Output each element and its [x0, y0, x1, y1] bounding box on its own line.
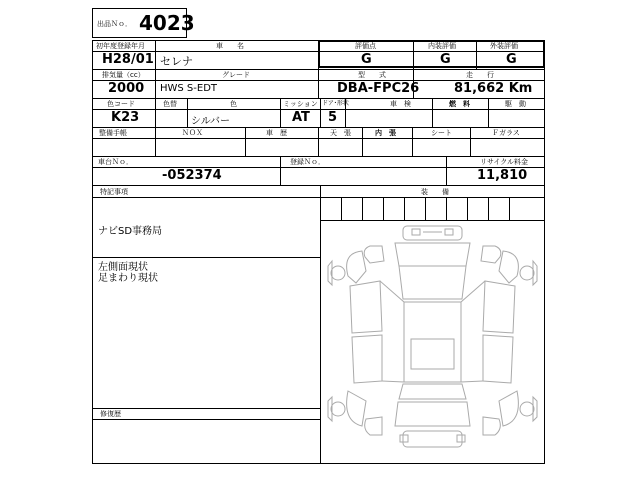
color-value: シルバー: [191, 116, 231, 127]
lot-number-box: [92, 8, 195, 38]
interior-score-label: 内装評価: [428, 42, 456, 50]
door-value: 5: [328, 110, 338, 125]
door-shape-label: ドア･形状: [322, 100, 349, 107]
chassis-number-value: -052374: [162, 168, 222, 183]
mission-value: AT: [292, 110, 310, 125]
exterior-score-value: G: [506, 52, 517, 67]
equipment-label: 装 備: [421, 188, 449, 196]
interior-score-value: G: [440, 52, 451, 67]
reg-date-value: H28/01: [102, 52, 154, 67]
color-label: 色: [230, 100, 237, 108]
nox-label: ＮＯＸ: [182, 129, 203, 137]
note-navi: ナビSD事務局: [98, 226, 163, 237]
reg-date-label: 初年度登録年月: [96, 42, 145, 50]
note-suspension: 足まわり現状: [98, 273, 158, 284]
score-value: G: [361, 52, 372, 67]
recycle-fee-value: 11,810: [477, 168, 528, 183]
front-glass-label: Ｆガラス: [492, 129, 520, 137]
mileage-value: 81,662 Km: [454, 81, 533, 96]
lot-number-label: 出品Ｎｏ．: [97, 20, 132, 28]
interior-trim-label: 内 張: [375, 129, 396, 137]
model-value: DBA-FPC26: [337, 81, 420, 96]
maintenance-book-label: 整備手帳: [99, 129, 127, 137]
color-code-value: K23: [111, 110, 140, 125]
repair-history-label: 修復歴: [100, 410, 121, 418]
note-left-side: 左側面現状: [98, 262, 148, 273]
seat-label: シート: [431, 129, 452, 137]
car-name-value: セレナ: [160, 55, 193, 68]
car-damage-diagram: [320, 221, 545, 464]
mileage-label: 走 行: [466, 71, 494, 79]
exterior-score-label: 外装評価: [490, 42, 518, 50]
engine-cc-value: 2000: [108, 81, 145, 96]
grade-value: HWS S-EDT: [160, 83, 218, 94]
color-code-label: 色コード: [107, 100, 135, 108]
recycle-fee-label: リサイクル料金: [480, 158, 529, 166]
model-label: 型 式: [358, 71, 386, 79]
car-history-label: 車 歴: [266, 129, 287, 137]
color-change-label: 色替: [163, 100, 177, 108]
grade-label: グレード: [222, 71, 250, 79]
notes-label: 特記事項: [100, 188, 128, 196]
car-name-label: 車 名: [216, 42, 244, 50]
ceiling-label: 天 張: [330, 129, 351, 137]
engine-cc-label: 排気量（cc）: [102, 71, 145, 79]
inspection-label: 車 検: [390, 100, 411, 108]
lot-number: 4023: [139, 11, 195, 35]
mission-label: ミッション: [283, 100, 318, 108]
fuel-label: 燃 料: [449, 100, 470, 108]
registration-number-label: 登録Ｎｏ．: [290, 158, 325, 166]
chassis-number-label: 車台Ｎｏ．: [98, 158, 133, 166]
drive-label: 駆 動: [505, 100, 526, 108]
score-label: 評価点: [355, 42, 376, 50]
